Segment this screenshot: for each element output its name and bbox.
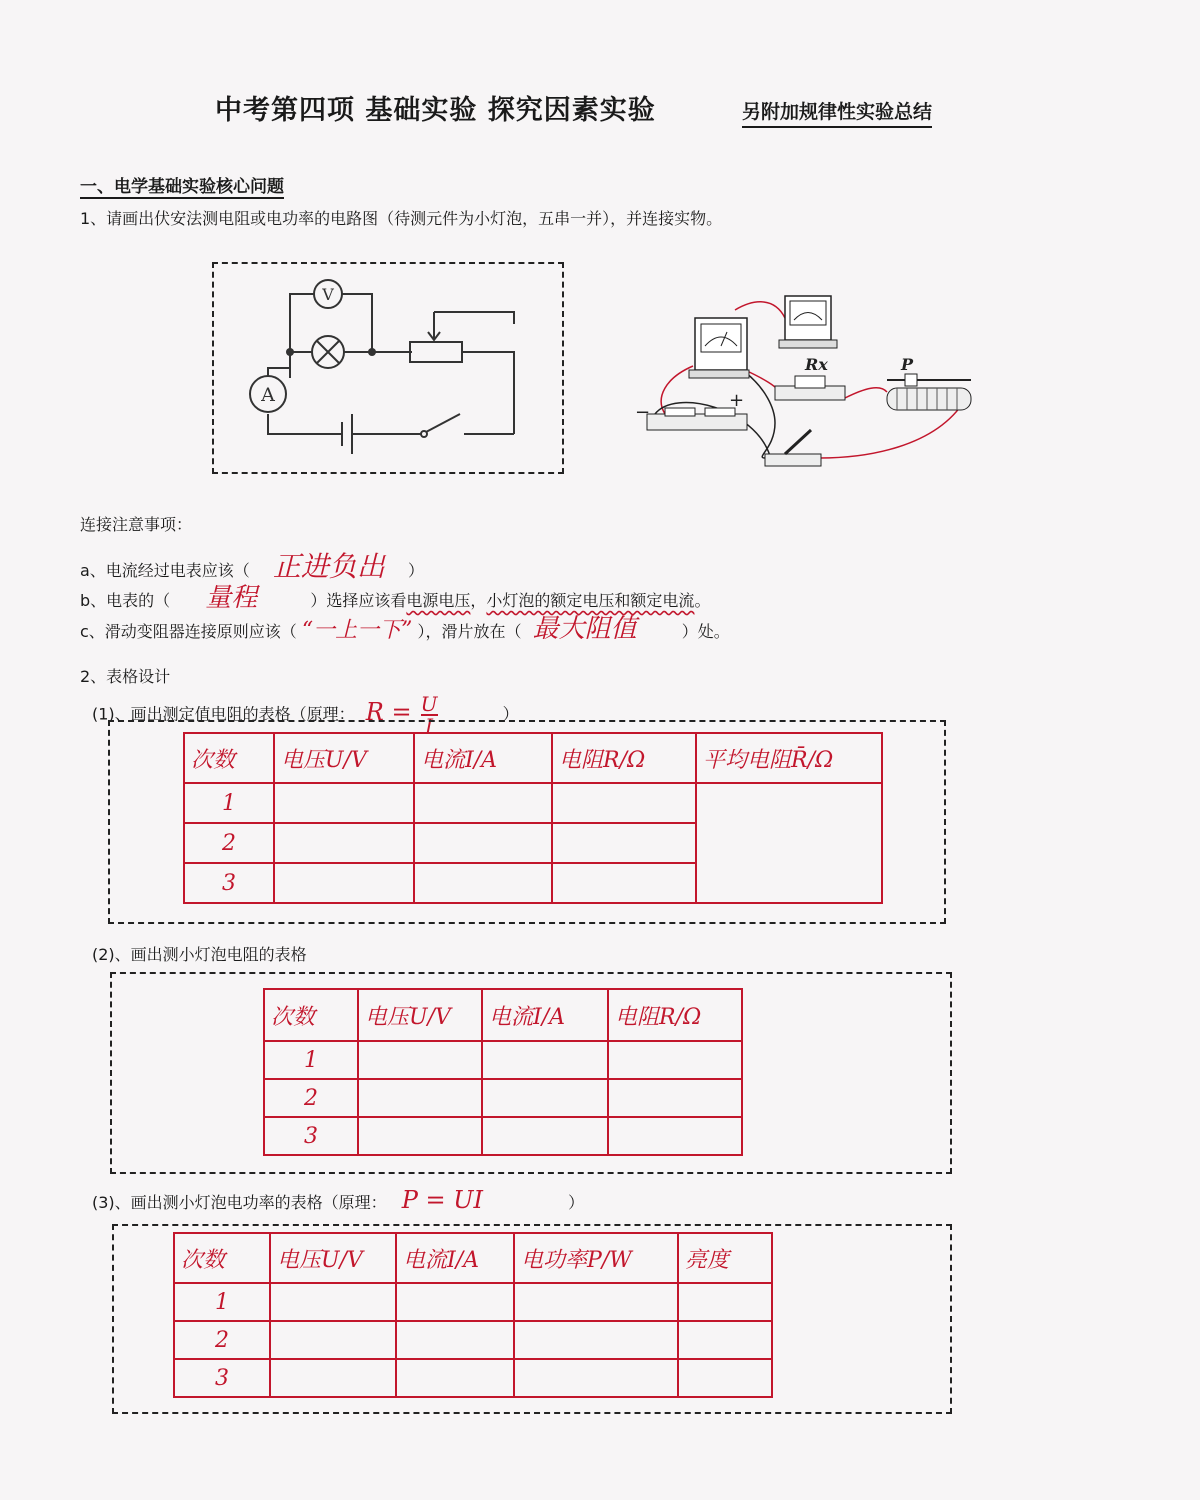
table-1-header-cell: 电流I/A (414, 733, 552, 783)
table-2-cell (608, 1079, 742, 1117)
table-3-header-cell: 亮度 (678, 1233, 772, 1283)
table-1-label-text: (1)、画出测定值电阻的表格（原理： (92, 704, 355, 724)
table-row (174, 1321, 772, 1359)
table-2-header-cell: 次数 (264, 989, 358, 1041)
table-3-cell (514, 1359, 678, 1397)
note-b-answer: 量程 (205, 583, 258, 613)
note-c-answer-2: 最大阻值 (532, 614, 637, 644)
note-b-emph-2: 小灯泡的额定电压和额定电流 (486, 591, 695, 610)
section-2-heading: 2、表格设计 (80, 667, 171, 686)
table-3-cell (396, 1321, 514, 1359)
table-3-header-cell: 电流I/A (396, 1233, 514, 1283)
note-b-sep: ， (470, 591, 487, 610)
table-3-header-row (174, 1233, 772, 1283)
circuit-diagram (214, 264, 562, 472)
table-1-header-cell: 平均电阻R̄/Ω (696, 733, 882, 783)
table-3-label-close: ） (568, 1193, 585, 1212)
table-3-header-cell: 次数 (174, 1233, 270, 1283)
table-3-cell (678, 1321, 772, 1359)
table-2-cell (482, 1117, 608, 1155)
table-2-cell (608, 1117, 742, 1155)
table-1-row-index: 3 (184, 863, 274, 903)
table-3-cell (514, 1321, 678, 1359)
table-1-label-close: ） (502, 704, 519, 724)
table-2-row-index: 3 (264, 1117, 358, 1155)
note-c (80, 608, 730, 645)
table-3-label (92, 1186, 584, 1214)
table-3-cell (678, 1283, 772, 1321)
question-1: 1、请画出伏安法测电阻或电功率的电路图（待测元件为小灯泡，五串一并），并连接实物。 (80, 209, 723, 228)
table-1-cell (552, 823, 696, 863)
table-1-cell (274, 863, 414, 903)
table-1-average-cell (696, 783, 882, 903)
table-row (264, 1117, 742, 1155)
table-1-cell (414, 783, 552, 823)
battery-device (647, 408, 747, 430)
formula-r-numerator: U (420, 692, 438, 716)
table-3-header-cell: 电功率P/W (514, 1233, 678, 1283)
rheostat-device (887, 374, 971, 410)
ammeter-device (689, 318, 749, 378)
table-row (264, 1079, 742, 1117)
table-1 (183, 732, 883, 904)
table-row (184, 783, 882, 823)
table-3 (173, 1232, 773, 1398)
note-a-answer: 正进负出 (272, 550, 385, 583)
note-b-emph-1: 电源电压 (406, 591, 471, 610)
voltmeter-device (779, 296, 837, 348)
note-c-mid: ），滑片放在（ (417, 622, 522, 641)
table-2-cell (482, 1079, 608, 1117)
table-1-cell (552, 863, 696, 903)
table-1-header-cell: 电阻R/Ω (552, 733, 696, 783)
note-c-prefix: c、滑动变阻器连接原则应该（ (80, 622, 297, 641)
table-3-row-index: 2 (174, 1321, 270, 1359)
table-3-cell (396, 1283, 514, 1321)
table-3-cell (270, 1283, 396, 1321)
table-2-header-cell: 电流I/A (482, 989, 608, 1041)
note-a-prefix: a、电流经过电表应该（ (80, 561, 250, 580)
section-heading: 一、电学基础实验核心问题 (80, 172, 284, 199)
note-b-prefix: b、电表的（ (80, 591, 171, 610)
resistor-device (775, 376, 845, 400)
table-3-label-text: (3)、画出测小灯泡电功率的表格（原理： (92, 1193, 387, 1212)
table-2-cell (608, 1041, 742, 1079)
apparatus-illustration (635, 288, 995, 488)
minus-label: − (635, 402, 651, 423)
formula-r-denominator: I (425, 714, 434, 738)
table-3-cell (270, 1359, 396, 1397)
table-row (174, 1283, 772, 1321)
table-1-cell (274, 823, 414, 863)
ammeter-label: A (261, 384, 275, 406)
table-2 (263, 988, 743, 1156)
table-3-row-index: 3 (174, 1359, 270, 1397)
table-1-header-cell: 次数 (184, 733, 274, 783)
table-2-cell (358, 1041, 482, 1079)
table-row (174, 1359, 772, 1397)
formula-p: P = UI (401, 1186, 483, 1214)
table-1-cell (552, 783, 696, 823)
table-row (264, 1041, 742, 1079)
table-2-cell (482, 1041, 608, 1079)
table-2-row-index: 1 (264, 1041, 358, 1079)
lamp-symbol (312, 336, 344, 368)
table-2-label: (2)、画出测小灯泡电阻的表格 (92, 945, 307, 964)
notes-heading: 连接注意事项： (80, 515, 193, 534)
table-2-cell (358, 1117, 482, 1155)
table-1-cell (274, 783, 414, 823)
table-1-cell (414, 863, 552, 903)
note-b-end: 。 (694, 591, 711, 610)
slider-label: P (901, 355, 914, 374)
table-2-header-cell: 电压U/V (358, 989, 482, 1041)
table-1-header-row (184, 733, 882, 783)
table-1-row-index: 2 (184, 823, 274, 863)
table-2-header-cell: 电阻R/Ω (608, 989, 742, 1041)
formula-r-lhs: R = (365, 697, 412, 726)
table-1-row-index: 1 (184, 783, 274, 823)
table-2-row-index: 2 (264, 1079, 358, 1117)
note-c-answer-1: “一上一下” (301, 618, 413, 643)
note-c-suffix: ）处。 (681, 622, 730, 641)
table-3-row-index: 1 (174, 1283, 270, 1321)
plus-label: + (729, 390, 745, 411)
table-3-cell (396, 1359, 514, 1397)
circuit-diagram-box (212, 262, 564, 474)
page-title: 中考第四项 基础实验 探究因素实验 (215, 95, 656, 126)
rx-label: Rx (805, 355, 828, 374)
table-3-cell (270, 1321, 396, 1359)
table-1-cell (414, 823, 552, 863)
voltmeter-label: V (322, 285, 334, 304)
table-3-header-cell: 电压U/V (270, 1233, 396, 1283)
table-2-header-row (264, 989, 742, 1041)
page-subtitle: 另附加规律性实验总结 (742, 97, 932, 128)
note-b-mid: ）选择应该看 (310, 591, 407, 610)
table-2-cell (358, 1079, 482, 1117)
table-1-header-cell: 电压U/V (274, 733, 414, 783)
table-3-cell (678, 1359, 772, 1397)
table-3-cell (514, 1283, 678, 1321)
note-a-suffix: ） (408, 561, 425, 580)
